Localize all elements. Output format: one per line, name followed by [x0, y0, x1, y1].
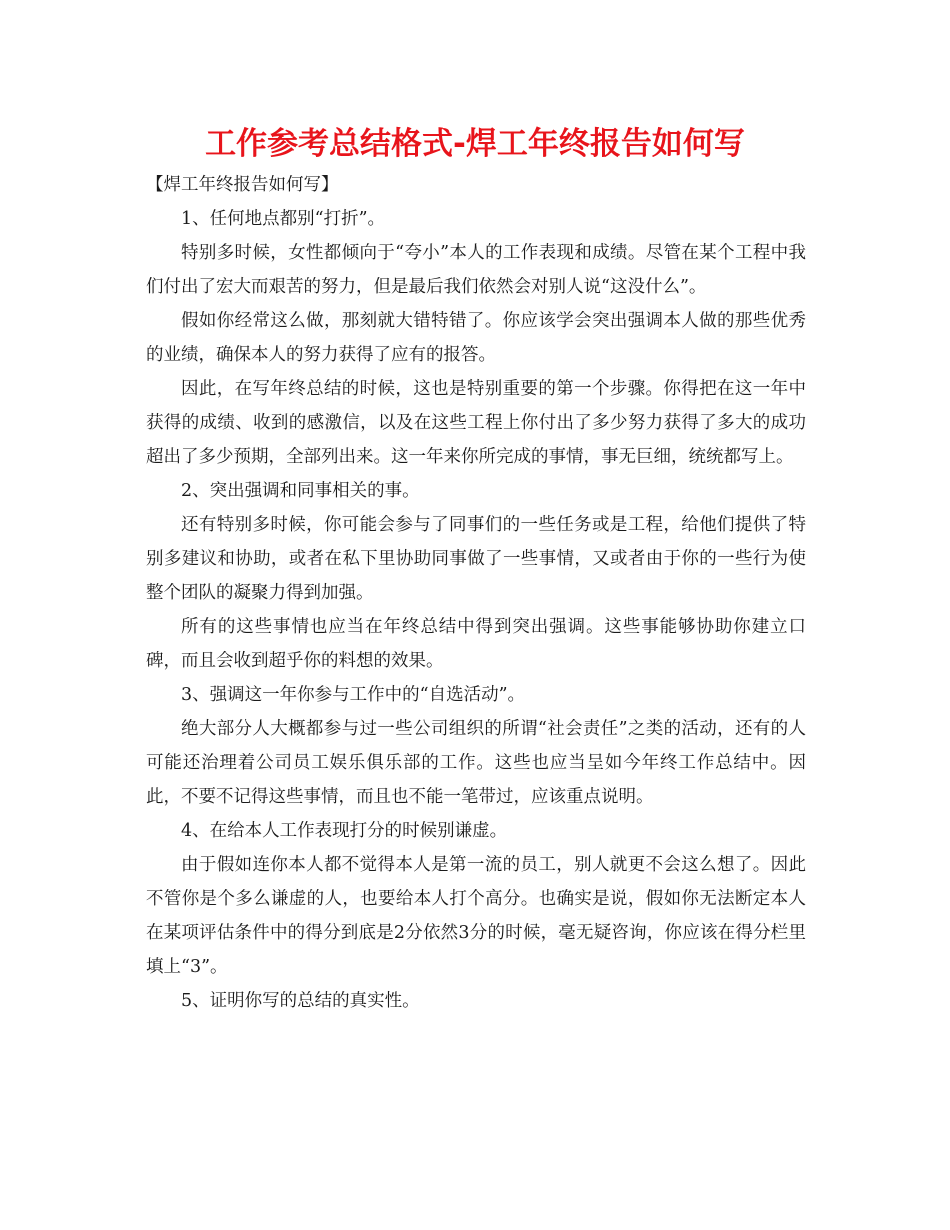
paragraph: 由于假如连你本人都不觉得本人是第一流的员工，别人就更不会这么想了。因此不管你是个多么谦虚的人，也要给本人打个高分。也确实是说，假如你无法断定本人在某项评估条件中的得分到底是2分依然3分的时候，毫无疑咨询，你应该在得分栏里填上“3”。: [146, 855, 806, 977]
paragraph: 3、强调这一年你参与工作中的“自选活动”。: [181, 685, 526, 705]
paragraph: 2、突出强调和同事相关的事。: [181, 481, 420, 501]
paragraph: 所有的这些事情也应当在年终总结中得到突出强调。这些事能够协助你建立口碑，而且会收到超乎你的料想的效果。: [146, 617, 806, 671]
paragraph: 5、证明你写的总结的真实性。: [181, 991, 420, 1011]
paragraph: 绝大部分人大概都参与过一些公司组织的所谓“社会责任”之类的活动，还有的人可能还治理着公司员工娱乐俱乐部的工作。这些也应当呈如今年终工作总结中。因此，不要不记得这些事情，而且也不能一笔带过，应该重点说明。: [146, 719, 806, 807]
paragraph: 4、在给本人工作表现打分的时候别谦虚。: [181, 821, 508, 841]
document-body: [146, 168, 806, 1018]
paragraph: 特别多时候，女性都倾向于“夸小”本人的工作表现和成绩。尽管在某个工程中我们付出了宏大而艰苦的努力，但是最后我们依然会对别人说“这没什么”。: [146, 243, 806, 297]
document-title: 工作参考总结格式-焊工年终报告如何写: [205, 126, 745, 162]
paragraph: 还有特别多时候，你可能会参与了同事们的一些任务或是工程，给他们提供了特别多建议和协助，或者在私下里协助同事做了一些事情，又或者由于你的一些行为使整个团队的凝聚力得到加强。: [146, 515, 806, 603]
paragraph: 假如你经常这么做，那刻就大错特错了。你应该学会突出强调本人做的那些优秀的业绩，确保本人的努力获得了应有的报答。: [146, 311, 806, 365]
paragraph: 因此，在写年终总结的时候，这也是特别重要的第一个步骤。你得把在这一年中获得的成绩、收到的感激信，以及在这些工程上你付出了多少努力获得了多大的成功超出了多少预期，全部列出来。这一年来你所完成的事情，事无巨细，统统都写上。: [146, 379, 806, 467]
document-subtitle: 【焊工年终报告如何写】: [146, 175, 339, 195]
paragraph: 1、任何地点都别“打折”。: [181, 209, 386, 229]
